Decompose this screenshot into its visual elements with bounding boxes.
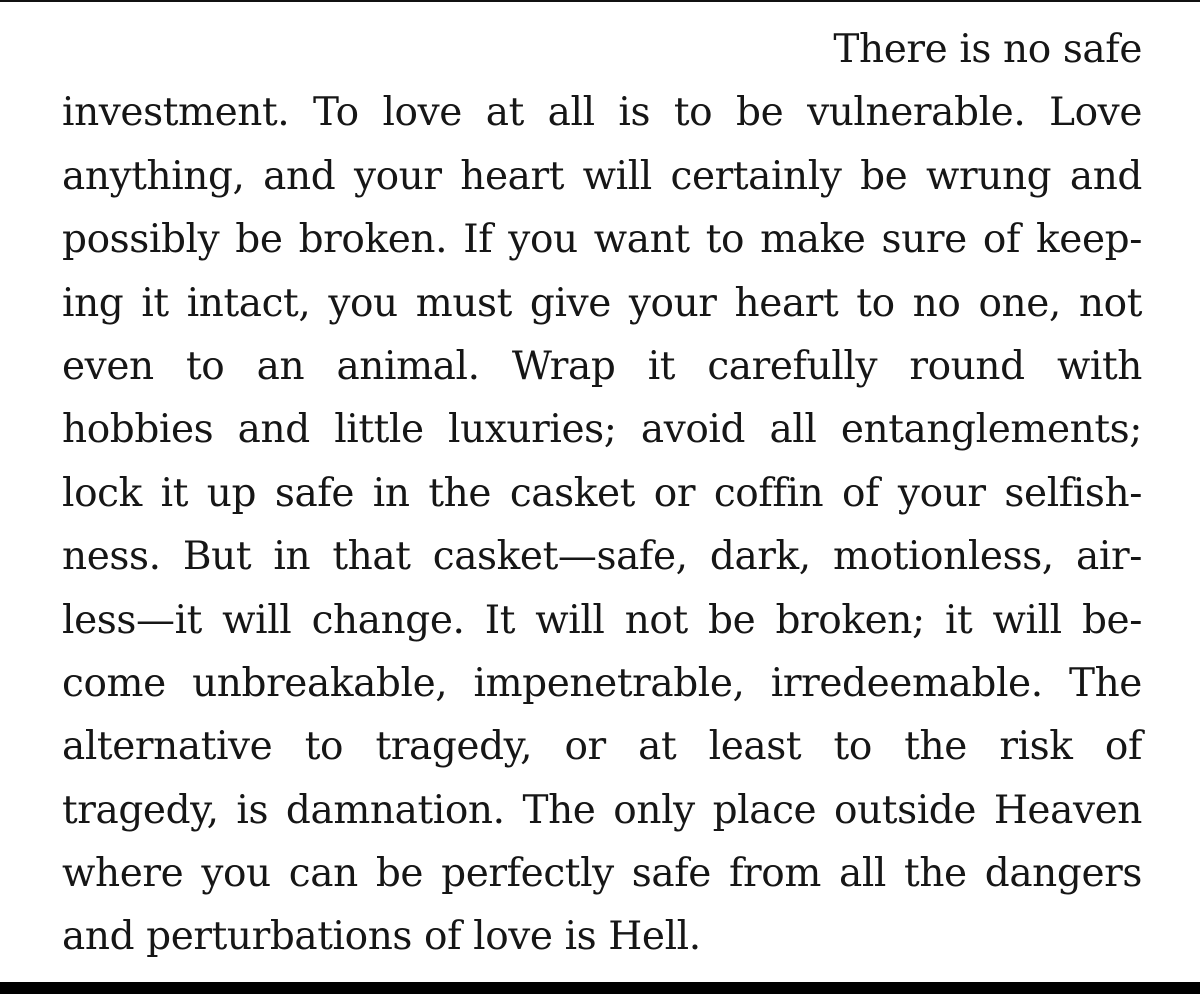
text-line-9: ness. But in that casket—safe, dark, motionless, air- <box>62 534 1142 580</box>
text-line-4: possibly be broken. If you want to make sure of keep- <box>62 217 1142 263</box>
text-line-2: investment. To love at all is to be vulnerable. Love <box>62 90 1142 136</box>
text-line-14: where you can be perfectly safe from all the dangers <box>62 851 1142 897</box>
text-line-11: come unbreakable, impenetrable, irredeemable. The <box>62 660 1142 706</box>
text-line-8: lock it up safe in the casket or coffin of your selfish- <box>62 470 1142 516</box>
text-line-7: hobbies and little luxuries; avoid all entanglements; <box>62 407 1142 453</box>
text-line-15: and perturbations of love is Hell. <box>62 914 701 960</box>
text-line-5: ing it intact, you must give your heart to no one, not <box>62 280 1142 326</box>
text-line-10: less—it will change. It will not be broken; it will be- <box>62 597 1142 643</box>
bottom-border-bar <box>0 982 1200 994</box>
book-page-text <box>62 18 1142 969</box>
text-line-6: even to an animal. Wrap it carefully round with <box>62 343 1142 389</box>
top-border <box>0 0 1200 2</box>
text-line-13: tragedy, is damnation. The only place outside Heaven <box>62 787 1142 833</box>
text-line-3: anything, and your heart will certainly be wrung and <box>62 153 1142 199</box>
text-line-1: There is no safe <box>833 27 1142 72</box>
text-line-12: alternative to tragedy, or at least to the risk of <box>62 724 1142 770</box>
